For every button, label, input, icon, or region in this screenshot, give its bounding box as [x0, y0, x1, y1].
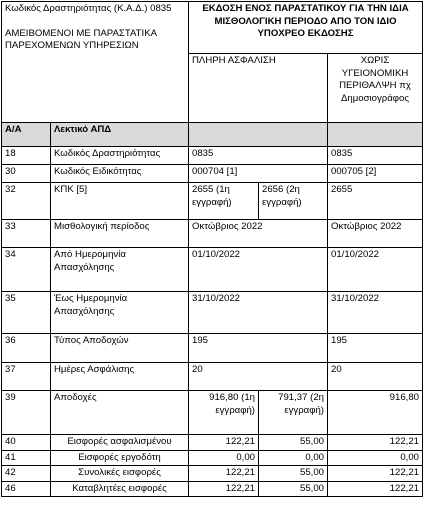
row-label: Αποδοχές — [51, 391, 189, 435]
row-full-value: 31/10/2022 — [189, 292, 328, 334]
row-without-value: 20 — [328, 363, 423, 391]
table-row — [2, 183, 423, 220]
row-label: Μισθολογική περίοδος — [51, 220, 189, 248]
row-full-value-a: 122,21 — [189, 466, 259, 482]
row-without-value: 2655 — [328, 183, 423, 220]
row-full-value-b: 55,00 — [259, 481, 328, 497]
row-full-value-b: 791,37 (2η εγγραφή) — [259, 391, 328, 435]
row-aa: 35 — [2, 292, 51, 334]
row-full-value-a: 2655 (1η εγγραφή) — [189, 183, 259, 220]
row-label: Ημέρες Ασφάλισης — [51, 363, 189, 391]
row-aa: 30 — [2, 165, 51, 183]
activity-code-text: Κωδικός Δραστηριότητας (Κ.Α.Δ.) 0835 — [5, 3, 172, 14]
row-full-value: 01/10/2022 — [189, 248, 328, 292]
row-aa: 33 — [2, 220, 51, 248]
table-row — [2, 450, 423, 466]
table-row — [2, 363, 423, 391]
row-aa: 46 — [2, 481, 51, 497]
row-label: Συνολικές εισφορές — [51, 466, 189, 482]
table-row — [2, 334, 423, 363]
top-header-row — [2, 2, 423, 54]
col-without-healthcare: ΧΩΡΙΣ ΥΓΕΙΟΝΟΜΙΚΗ ΠΕΡΙΘΑΛΨΗ πχ Δημοσιογράφος — [328, 54, 423, 123]
row-without-value: 01/10/2022 — [328, 248, 423, 292]
row-aa: 39 — [2, 391, 51, 435]
row-aa: 42 — [2, 466, 51, 482]
row-full-value-b: 0,00 — [259, 450, 328, 466]
single-document-title: ΕΚΔΟΣΗ ΕΝΟΣ ΠΑΡΑΣΤΑΤΙΚΟΥ ΓΙΑ ΤΗΝ ΙΔΙΑ ΜΙΣΘΟΛΟΓΙΚΗ ΠΕΡΙΟΔΟ ΑΠΟ ΤΟΝ ΙΔΙΟ ΥΠΟΧΡΕΟ ΕΚΔΟΣΗΣ — [189, 2, 423, 54]
row-full-value-b: 55,00 — [259, 435, 328, 451]
row-aa: 37 — [2, 363, 51, 391]
row-label: Έως Ημερομηνία Απασχόλησης — [51, 292, 189, 334]
row-label: Εισφορές ασφαλισμένου — [51, 435, 189, 451]
row-without-value: 0835 — [328, 147, 423, 165]
header-label: Λεκτικό ΑΠΔ — [51, 123, 189, 147]
row-full-value: Οκτώβριος 2022 — [189, 220, 328, 248]
row-without-value: 0,00 — [328, 450, 423, 466]
row-label: Από Ημερομηνία Απασχόλησης — [51, 248, 189, 292]
row-without-value: 122,21 — [328, 435, 423, 451]
row-without-value: Οκτώβριος 2022 — [328, 220, 423, 248]
row-label: Τύπος Αποδοχών — [51, 334, 189, 363]
row-label: Κωδικός Ειδικότητας — [51, 165, 189, 183]
table-row — [2, 220, 423, 248]
row-without-value: 31/10/2022 — [328, 292, 423, 334]
row-without-value: 122,21 — [328, 481, 423, 497]
row-full-value: 000704 [1] — [189, 165, 328, 183]
paid-services-text: ΑΜΕΙΒΟΜΕΝΟΙ ΜΕ ΠΑΡΑΣΤΑΤΙΚΑ ΠΑΡΕΧΟΜΕΝΩΝ ΥΠΗΡΕΣΙΩΝ — [5, 27, 157, 51]
table-row — [2, 391, 423, 435]
row-without-value: 916,80 — [328, 391, 423, 435]
row-full-value-a: 0,00 — [189, 450, 259, 466]
row-full-value-a: 916,80 (1η εγγραφή) — [189, 391, 259, 435]
table-row — [2, 248, 423, 292]
header-empty-without — [328, 123, 423, 147]
table-row — [2, 481, 423, 497]
row-aa: 36 — [2, 334, 51, 363]
row-full-value-a: 122,21 — [189, 435, 259, 451]
row-aa: 18 — [2, 147, 51, 165]
row-without-value: 195 — [328, 334, 423, 363]
row-aa: 32 — [2, 183, 51, 220]
row-full-value-a: 122,21 — [189, 481, 259, 497]
table-row — [2, 292, 423, 334]
table-row — [2, 435, 423, 451]
row-without-value: 122,21 — [328, 466, 423, 482]
header-aa: Α/Α — [2, 123, 51, 147]
row-full-value-b: 2656 (2η εγγραφή) — [259, 183, 328, 220]
row-aa: 34 — [2, 248, 51, 292]
table-row — [2, 466, 423, 482]
table-row — [2, 165, 423, 183]
apd-table — [1, 1, 423, 497]
row-label: Κωδικός Δραστηριότητας — [51, 147, 189, 165]
row-label: Καταβλητέες εισφορές — [51, 481, 189, 497]
row-aa: 40 — [2, 435, 51, 451]
table-row — [2, 147, 423, 165]
col-full-insurance: ΠΛΗΡΗ ΑΣΦΑΛΙΣΗ — [189, 54, 328, 123]
row-label: ΚΠΚ [5] — [51, 183, 189, 220]
row-full-value: 20 — [189, 363, 328, 391]
table-header-row — [2, 123, 423, 147]
row-full-value: 0835 — [189, 147, 328, 165]
row-aa: 41 — [2, 450, 51, 466]
row-without-value: 000705 [2] — [328, 165, 423, 183]
header-empty-full — [189, 123, 328, 147]
activity-info-cell — [2, 2, 189, 123]
row-full-value: 195 — [189, 334, 328, 363]
row-full-value-b: 55,00 — [259, 466, 328, 482]
row-label: Εισφορές εργοδότη — [51, 450, 189, 466]
